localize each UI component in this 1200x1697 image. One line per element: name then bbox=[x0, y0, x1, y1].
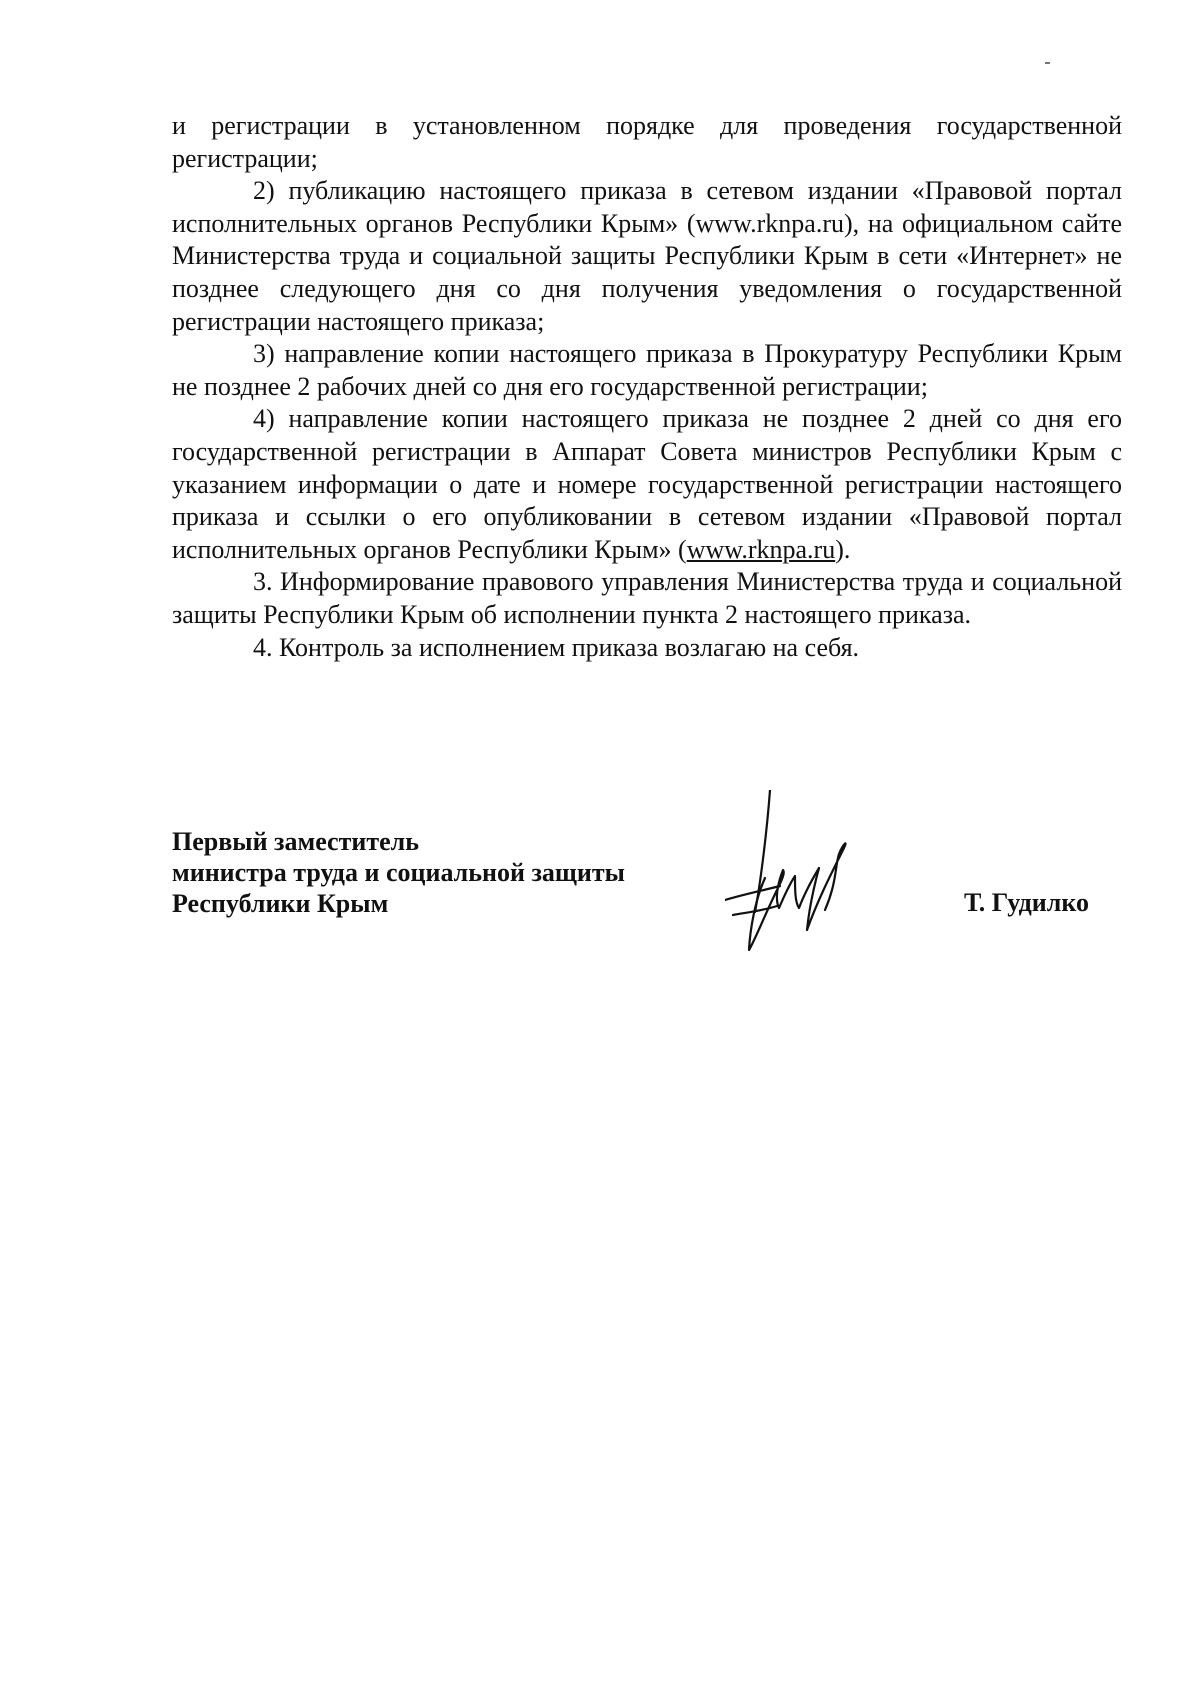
signatory-title bbox=[172, 826, 625, 919]
paragraph-item-2-publication: 2) публикацию настоящего приказа в сетевом издании «Правовой портал исполнительных органов Республики Крым» (www.rknpa.ru), на официальном сайте Министерства труда и социальной защиты Республики Крым в сети «Интернет» не позднее следующего дня со дня получения уведомления о государственной регистрации настоящего приказа; bbox=[172, 176, 1122, 336]
paragraph-item-4-council: 4) направление копии настоящего приказа не позднее 2 дней со дня его государственной регистрации в Аппарат Совета министров Республики Крым с указанием информации о дате и номере государственной регистрации настоящего приказа и ссылки о его опубликовании в сетевом издании «Правовой портал исполнительных органов Республики Крым» (www.rknpa.ru). bbox=[172, 404, 1122, 564]
paragraph-registration: и регистрации в установленном порядке для проведения государственной регистрации; bbox=[172, 111, 1122, 173]
signature-stroke bbox=[755, 790, 770, 912]
signer-name: Т. Гудилко bbox=[964, 888, 1090, 917]
signature-stroke bbox=[807, 843, 846, 930]
signatory-title-line: министра труда и социальной защиты bbox=[172, 858, 625, 887]
signatory-title-line: Республики Крым bbox=[172, 889, 389, 918]
document-body bbox=[172, 110, 1122, 664]
signature-stroke bbox=[725, 886, 780, 900]
paragraph-point-3-informing: 3. Информирование правового управления Министерства труда и социальной защиты Республики Крым об исполнении пункта 2 настоящего приказа. bbox=[172, 567, 1122, 629]
paragraph-item-3-prosecutor: 3) направление копии настоящего приказа в Прокуратуру Республики Крым не позднее 2 рабочих дней со дня его государственной регистрации; bbox=[172, 339, 1122, 401]
paragraph-item-4-text: 4) направление копии настоящего приказа не позднее 2 дней со дня его государственной регистрации в Аппарат Совета министров Республики Крым с указанием информации о дате и номере государственной регистрации настоящего приказа и ссылки о его опубликовании в сетевом издании «Правовой портал исполнительных органов Республики Крым» bbox=[172, 404, 1122, 564]
signatory-title-line: Первый заместитель bbox=[172, 827, 419, 856]
rknpa-link[interactable]: www.rknpa.ru bbox=[686, 534, 836, 564]
handwritten-signature bbox=[725, 790, 895, 960]
paragraph-point-4-control: 4. Контроль за исполнением приказа возлагаю на себя. bbox=[253, 632, 860, 662]
scan-artifact bbox=[1045, 62, 1050, 64]
